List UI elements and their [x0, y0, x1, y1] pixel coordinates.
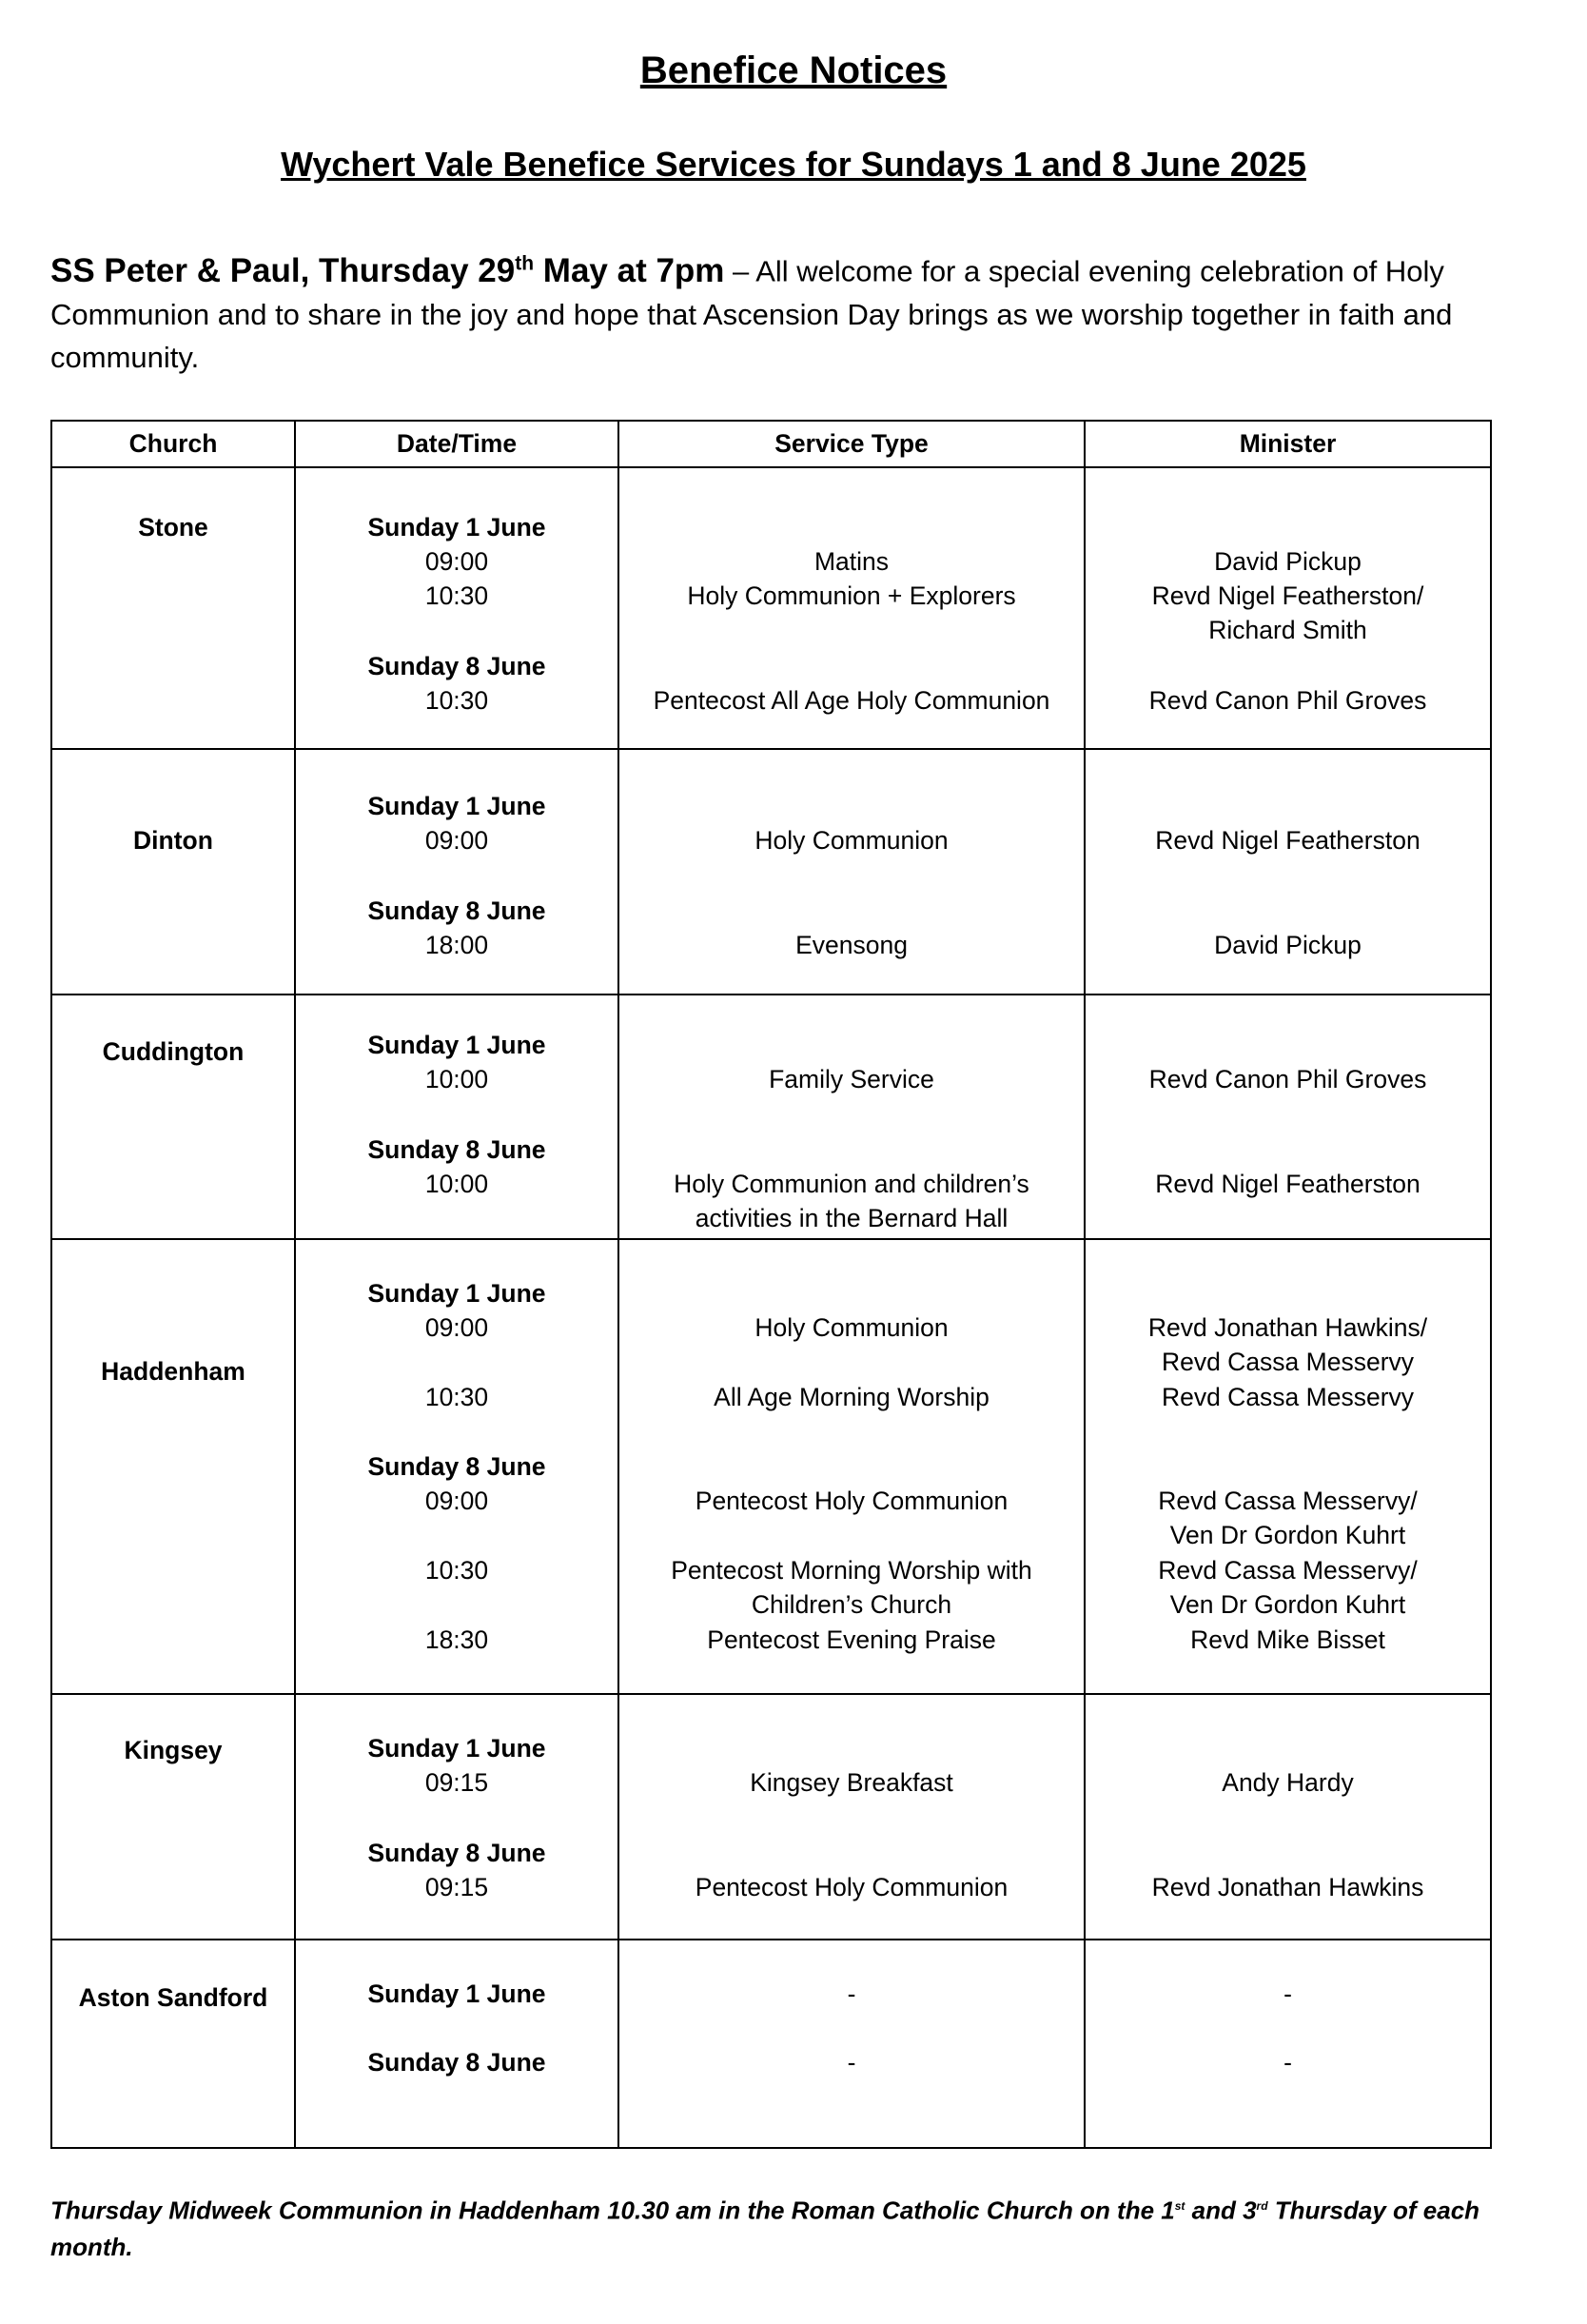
minister-line: Ven Dr Gordon Kuhrt [1169, 1590, 1406, 1619]
minister-line: - [1283, 2048, 1292, 2077]
church-name: Stone [138, 513, 208, 542]
minister-line: David Pickup [1214, 547, 1362, 576]
date-line: 09:00 [424, 1487, 489, 1515]
service-line: Holy Communion + Explorers [687, 581, 1016, 610]
church-name: Kingsey [124, 1736, 223, 1764]
table-row [51, 995, 1491, 1239]
minister-cell [1085, 1239, 1491, 1694]
date-line: 10:30 [424, 1383, 489, 1411]
minister-line: Revd Cassa Messervy/ [1158, 1487, 1418, 1515]
service-line: Holy Communion [754, 1313, 949, 1342]
service-line: Matins [813, 547, 890, 576]
minister-line: Revd Cassa Messervy [1161, 1383, 1415, 1411]
column-header-date-time: Date/Time [295, 421, 618, 467]
date-line: Sunday 8 June [367, 896, 546, 925]
date-line: 10:30 [424, 581, 489, 610]
minister-line: Revd Mike Bisset [1190, 1625, 1385, 1654]
date-line: Sunday 1 June [367, 1979, 546, 2008]
date-cell [295, 1940, 618, 2148]
date-line: Sunday 1 June [367, 1279, 546, 1308]
column-header-minister: Minister [1085, 421, 1491, 467]
date-line: 09:00 [424, 1313, 489, 1342]
date-line: Sunday 1 June [367, 792, 546, 820]
minister-line: Andy Hardy [1222, 1768, 1354, 1797]
minister-line: Revd Jonathan Hawkins/ [1147, 1313, 1428, 1342]
service-cell [618, 995, 1085, 1239]
date-line: Sunday 8 June [367, 1452, 546, 1481]
minister-cell [1085, 749, 1491, 995]
page-title: Benefice Notices [639, 49, 948, 91]
service-line: Evensong [795, 931, 908, 959]
column-header-church: Church [51, 421, 295, 467]
service-line: Holy Communion [754, 826, 949, 855]
date-line: 18:30 [424, 1625, 489, 1654]
service-cell [618, 749, 1085, 995]
church-cell [51, 1239, 295, 1694]
date-line: 09:15 [424, 1768, 489, 1797]
service-line: Pentecost Morning Worship with [671, 1556, 1032, 1585]
minister-cell [1085, 995, 1491, 1239]
service-cell [618, 467, 1085, 749]
minister-line: Revd Nigel Featherston/ [1151, 581, 1424, 610]
service-line: - [847, 1979, 856, 2008]
date-cell [295, 467, 618, 749]
minister-line: - [1283, 1979, 1292, 2008]
service-line: Pentecost Evening Praise [707, 1625, 996, 1654]
church-cell [51, 995, 295, 1239]
service-line: - [847, 2048, 856, 2077]
date-line: Sunday 8 June [367, 1135, 546, 1164]
church-cell [51, 467, 295, 749]
date-line: 09:00 [424, 547, 489, 576]
date-line: 10:00 [424, 1065, 489, 1093]
notice-lead: SS Peter & Paul, Thursday 29th May at 7pm [50, 251, 725, 289]
church-name: Dinton [133, 826, 213, 855]
date-line: Sunday 8 June [367, 1839, 546, 1867]
table-header-row [51, 421, 1491, 467]
minister-cell [1085, 1694, 1491, 1940]
date-cell [295, 1694, 618, 1940]
minister-line: Revd Cassa Messervy/ [1158, 1556, 1418, 1585]
date-line: Sunday 8 June [367, 2048, 546, 2077]
table-row [51, 749, 1491, 995]
church-name: Aston Sandford [78, 1983, 268, 2012]
date-line: Sunday 1 June [367, 1734, 546, 1763]
page-subtitle: Wychert Vale Benefice Services for Sundays 1 and 8 June 2025 [281, 145, 1306, 184]
table-row [51, 1239, 1491, 1694]
date-line: Sunday 8 June [367, 652, 546, 680]
date-cell [295, 1239, 618, 1694]
notice-body: All welcome for a special evening celebration of Holy Communion and to share in the joy and hope that Ascension Day brings as we worship together in faith and community. [50, 254, 1453, 374]
date-cell [295, 995, 618, 1239]
minister-line: Revd Nigel Featherston [1155, 1170, 1420, 1198]
column-header-service-type: Service Type [618, 421, 1085, 467]
date-line: Sunday 1 June [367, 1031, 546, 1059]
date-cell [295, 749, 618, 995]
date-line: 09:15 [424, 1873, 489, 1901]
service-line: Kingsey Breakfast [750, 1768, 953, 1797]
service-cell [618, 1239, 1085, 1694]
service-line: Children’s Church [751, 1590, 952, 1619]
minister-cell [1085, 1940, 1491, 2148]
service-line: Pentecost Holy Communion [695, 1487, 1009, 1515]
date-line: Sunday 1 June [367, 513, 546, 542]
minister-line: David Pickup [1214, 931, 1362, 959]
midweek-communion-note: Thursday Midweek Communion in Haddenham 10.30 am in the Roman Catholic Church on the 1st and 3rd Thursday of each month. [50, 2196, 1480, 2261]
service-line: All Age Morning Worship [714, 1383, 989, 1411]
service-line: Holy Communion and children’s [674, 1170, 1029, 1198]
service-line: Pentecost Holy Communion [695, 1873, 1009, 1901]
service-line: Pentecost All Age Holy Communion [653, 686, 1050, 715]
service-cell [618, 1694, 1085, 1940]
minister-line: Ven Dr Gordon Kuhrt [1169, 1521, 1406, 1549]
date-line: 10:30 [424, 686, 489, 715]
church-name: Haddenham [101, 1357, 245, 1386]
date-line: 10:00 [424, 1170, 489, 1198]
minister-line: Revd Jonathan Hawkins [1151, 1873, 1424, 1901]
church-cell [51, 749, 295, 995]
date-line: 09:00 [424, 826, 489, 855]
date-line: 18:00 [424, 931, 489, 959]
minister-line: Revd Canon Phil Groves [1148, 686, 1427, 715]
minister-line: Revd Canon Phil Groves [1148, 1065, 1427, 1093]
church-name: Cuddington [102, 1037, 245, 1066]
service-line: Family Service [769, 1065, 934, 1093]
notice-dash: – [724, 254, 756, 288]
church-cell [51, 1694, 295, 1940]
minister-line: Revd Nigel Featherston [1155, 826, 1420, 855]
table-row [51, 1694, 1491, 1940]
church-cell [51, 1940, 295, 2148]
service-cell [618, 1940, 1085, 2148]
minister-line: Revd Cassa Messervy [1161, 1348, 1415, 1376]
date-line: 10:30 [424, 1556, 489, 1585]
minister-line: Richard Smith [1208, 616, 1367, 644]
services-table [50, 420, 1492, 2149]
minister-cell [1085, 467, 1491, 749]
service-line: activities in the Bernard Hall [695, 1204, 1009, 1232]
table-row [51, 467, 1491, 749]
ascension-notice [50, 242, 1563, 379]
table-row [51, 1940, 1491, 2148]
